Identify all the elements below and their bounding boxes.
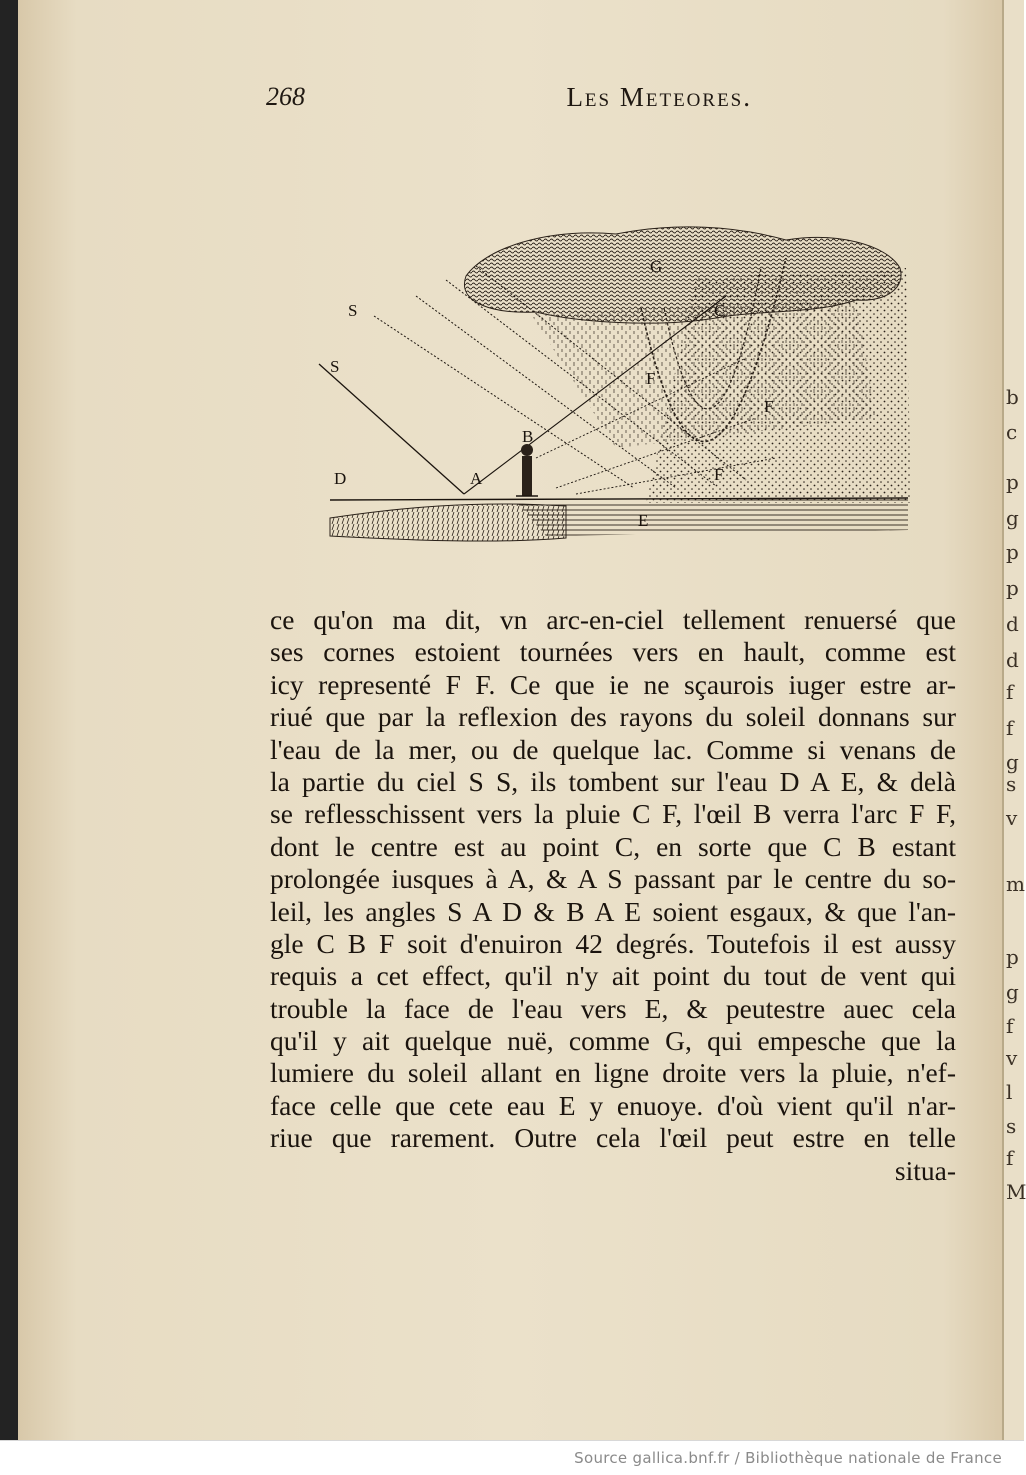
edge-glyph: d — [1006, 612, 1019, 636]
text-line: trouble la face de l'eau vers E, & peutestre auec cela — [270, 992, 956, 1024]
text-line: se reflesschissent vers la pluie C F, l'œil B verra l'arc F F, — [270, 798, 956, 830]
text-line: l'eau de la mer, ou de quelque lac. Comme si venans de — [270, 733, 956, 765]
text-line: prolongée iusques à A, & A S passant par le centre du so- — [270, 863, 956, 895]
text-line: riue que rarement. Outre cela l'œil peut estre en telle — [270, 1122, 956, 1154]
edge-glyph: g — [1006, 750, 1019, 774]
edge-glyph: v — [1006, 806, 1018, 830]
source-footer — [0, 1440, 1024, 1475]
label-D: D — [334, 469, 347, 488]
edge-glyph: p — [1006, 470, 1019, 494]
label-B: B — [522, 427, 534, 446]
label-F-bottom: F — [714, 465, 724, 484]
text-line: requis a cet effect, qu'il n'y ait point du tout de vent qui — [270, 960, 956, 992]
page-number: 268 — [266, 82, 305, 111]
text-line: leil, les angles S A D & B A E soient esgaux, & que l'an- — [270, 895, 956, 927]
text-line: riué que par la reflexion des rayons du soleil donnans sur — [270, 701, 956, 733]
label-F-right: F — [764, 397, 774, 416]
label-F-left: F — [646, 369, 656, 388]
edge-glyph: M — [1006, 1180, 1026, 1204]
text-line: dont le centre est au point C, en sorte que C B estant — [270, 830, 956, 862]
text-line: face celle que cete eau E y enuoye. d'où vient qu'il n'ar- — [270, 1089, 956, 1121]
water-surface — [516, 498, 908, 536]
edge-glyph: s — [1006, 1114, 1017, 1138]
edge-glyph: b — [1006, 385, 1019, 409]
label-C: C — [714, 301, 726, 320]
running-head — [266, 82, 752, 118]
label-S-lower: S — [330, 357, 340, 376]
text-line: qu'il y ait quelque nuë, comme G, qui empesche que la — [270, 1025, 956, 1057]
body-text — [270, 604, 956, 1187]
text-line: lumiere du soleil allant en ligne droite vers la pluie, n'ef- — [270, 1057, 956, 1089]
rainbow-woodcut-figure — [316, 218, 912, 588]
edge-glyph: d — [1006, 648, 1019, 672]
edge-glyph: p — [1006, 540, 1019, 564]
edge-glyph: p — [1006, 576, 1019, 600]
edge-glyph: g — [1006, 980, 1019, 1004]
running-title: Les Meteores. — [566, 82, 752, 112]
text-line: gle C B F soit d'enuiron 42 degrés. Toutefois il est aussy — [270, 927, 956, 959]
edge-glyph: v — [1006, 1046, 1018, 1070]
edge-glyph: l — [1006, 1080, 1013, 1104]
edge-glyph: f — [1006, 1146, 1014, 1170]
label-S-upper: S — [348, 301, 358, 320]
edge-glyph: m — [1006, 872, 1025, 896]
label-G: G — [650, 257, 663, 276]
edge-glyph: s — [1006, 772, 1017, 796]
source-credit: Source gallica.bnf.fr / Bibliothèque nationale de France — [574, 1449, 1002, 1467]
catchword: situa- — [894, 1154, 956, 1186]
text-line: ses cornes estoient tournées vers en hault, comme est — [270, 636, 956, 668]
text-line: la partie du ciel S S, ils tombent sur l'eau D A E, & delà — [270, 765, 956, 797]
edge-glyph: g — [1006, 506, 1019, 530]
text-line: ce qu'on ma dit, vn arc-en-ciel tellement renuersé que — [270, 604, 956, 635]
label-A: A — [470, 469, 483, 488]
label-E: E — [638, 511, 649, 530]
edge-glyph: p — [1006, 945, 1019, 969]
edge-glyph: f — [1006, 680, 1014, 704]
edge-glyph: f — [1006, 1014, 1014, 1038]
text-line: icy representé F F. Ce que ie ne sçaurois iuger estre ar- — [270, 668, 956, 700]
edge-glyph: c — [1006, 420, 1018, 444]
edge-glyph: f — [1006, 716, 1014, 740]
